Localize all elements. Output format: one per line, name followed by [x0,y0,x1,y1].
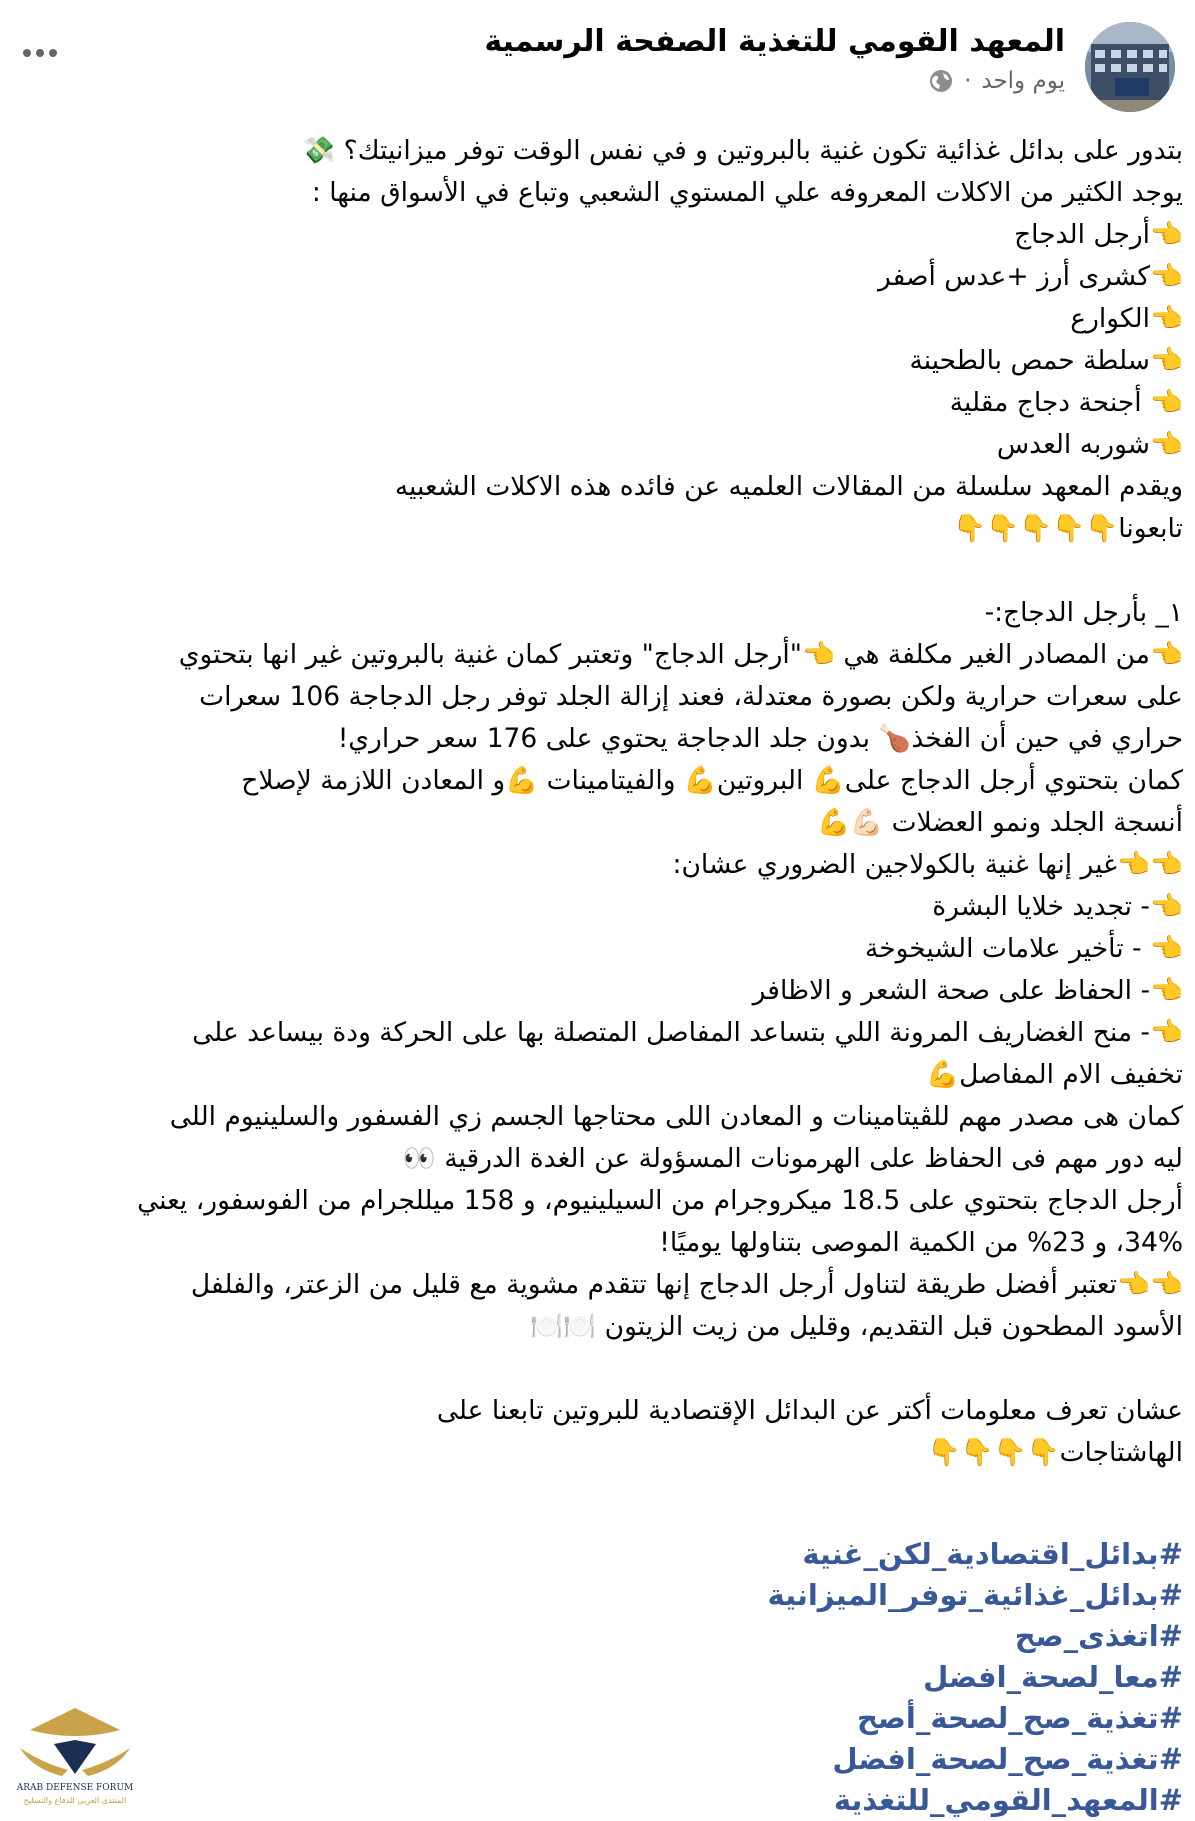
post-line: 👈👈تعتبر أفضل طريقة لتناول أرجل الدجاج إنها تتقدم مشوية مع قليل من الزعتر، والفلفل [190,1269,1183,1300]
meta-separator: · [964,68,972,94]
post-line: يوجد الكثير من الاكلات المعروفه علي المستوي الشعبي وتباع في الأسواق منها : [311,177,1183,208]
post-line: 👈👈غير إنها غنية بالكولاجين الضروري عشان: [672,849,1183,880]
post-line: بتدور على بدائل غذائية تكون غنية بالبروتين و في نفس الوقت توفر ميزانيتك؟ 💸 [302,135,1183,166]
page-name[interactable]: المعهد القومي للتغذية الصفحة الرسمية [484,24,1065,59]
post-line: كمان هى مصدر مهم للڤيتامينات و المعادن اللى محتاجها الجسم زي الفسفور والسلينيوم اللى [169,1101,1183,1132]
hashtag-list [12,1534,1183,1821]
dot-icon [49,49,57,57]
post-time[interactable]: يوم واحد [981,68,1065,94]
dot-icon [36,49,44,57]
globe-icon [928,68,954,94]
post-line: تخفيف الام المفاصل💪 [926,1059,1183,1090]
more-options-button[interactable] [18,40,62,66]
post-line: 👈 - تأخير علامات الشيخوخة [865,933,1183,964]
post-line: 👈سلطة حمص بالطحينة [909,345,1183,376]
hashtag-link[interactable]: #بدائل_غذائية_توفر_الميزانية [767,1578,1183,1612]
watermark-line1: ARAB DEFENSE FORUM [16,1783,134,1793]
post-line: 👈أرجل الدجاج [1014,219,1183,250]
post-line: ويقدم المعهد سلسلة من المقالات العلميه عن فائده هذه الاكلات الشعبيه [394,471,1183,502]
post-line: 👈من المصادر الغير مكلفة هي 👈"أرجل الدجاج" وتعتبر كمان غنية بالبروتين غير انها بتحتوي [178,639,1183,670]
post-line: على سعرات حرارية ولكن بصورة معتدلة، فعند إزالة الجلد توفر رجل الدجاجة 106 سعرات [199,681,1183,712]
post-header [0,22,1185,112]
post-line: 👈- منح الغضاريف المرونة اللي بتساعد المفاصل المتصلة بها على الحركة ودة بيساعد على [192,1017,1183,1048]
page-avatar[interactable] [1085,22,1175,112]
post-line: كمان بتحتوي أرجل الدجاج على💪 البروتين💪 والفيتامينات 💪و المعادن اللازمة لإصلاح [241,765,1183,796]
post-line: 👈الكوارع [1070,303,1183,334]
post-line: 👈- الحفاظ على صحة الشعر و الاظافر [752,975,1183,1006]
watermark-logo [10,1700,140,1810]
building-photo-icon [1085,22,1175,112]
hashtag-link[interactable]: #تغذية_صح_لصحة_افضل [832,1742,1183,1776]
hashtag-link[interactable]: #اتغذى_صح [1014,1619,1183,1653]
post-line: تابعونا👇👇👇👇👇 [953,513,1183,544]
post-line: الهاشتاجات👇👇👇👇 [927,1437,1183,1468]
hashtag-link[interactable]: #بدائل_اقتصادية_لكن_غنية [802,1537,1183,1571]
watermark-line2: المنتدى العربي للدفاع والتسليح [23,1796,127,1805]
post-line: 👈 أجنحة دجاج مقلية [949,387,1183,418]
hashtag-link[interactable]: #معا_لصحة_افضل [923,1660,1183,1694]
hashtag-link[interactable]: #المعهد_القومي_للتغذية [833,1783,1183,1817]
hashtag-link[interactable]: #تغذية_صح_لصحة_أصح [856,1701,1183,1735]
post-text [12,130,1183,1516]
post-line [12,550,1183,592]
post-line: 👈شوربه العدس [996,429,1183,460]
post-line: أرجل الدجاج بتحتوي على 18.5 ميكروجرام من السيلينيوم، و 158 ميللجرام من الفوسفور، يعني [137,1185,1183,1216]
post-line: ليه دور مهم فى الحفاظ على الهرمونات المسؤولة عن الغدة الدرقية 👀 [402,1143,1183,1174]
post-line: أنسجة الجلد ونمو العضلات 💪🏻💪 [817,807,1183,838]
post-line: حراري في حين أن الفخذ🍗 بدون جلد الدجاجة يحتوي على 176 سعر حراري! [337,723,1183,754]
post-line: الأسود المطحون قبل التقديم، وقليل من زيت الزيتون 🍽️🍽️ [530,1311,1183,1342]
dot-icon [23,49,31,57]
post-line: عشان تعرف معلومات أكتر عن البدائل الإقتصادية للبروتين تابعنا على [436,1395,1183,1426]
post-line: 👈كشرى أرز +عدس أصفر [877,261,1183,292]
post-line: 34%، و 23% من الكمية الموصى بتناولها يوميًا! [659,1227,1183,1258]
post-line [12,1348,1183,1390]
post-line [12,1474,1183,1516]
post-line: 👈- تجديد خلايا البشرة [932,891,1183,922]
post-meta [928,68,1065,94]
post-line: ١_ بأرجل الدجاج:- [984,597,1183,628]
